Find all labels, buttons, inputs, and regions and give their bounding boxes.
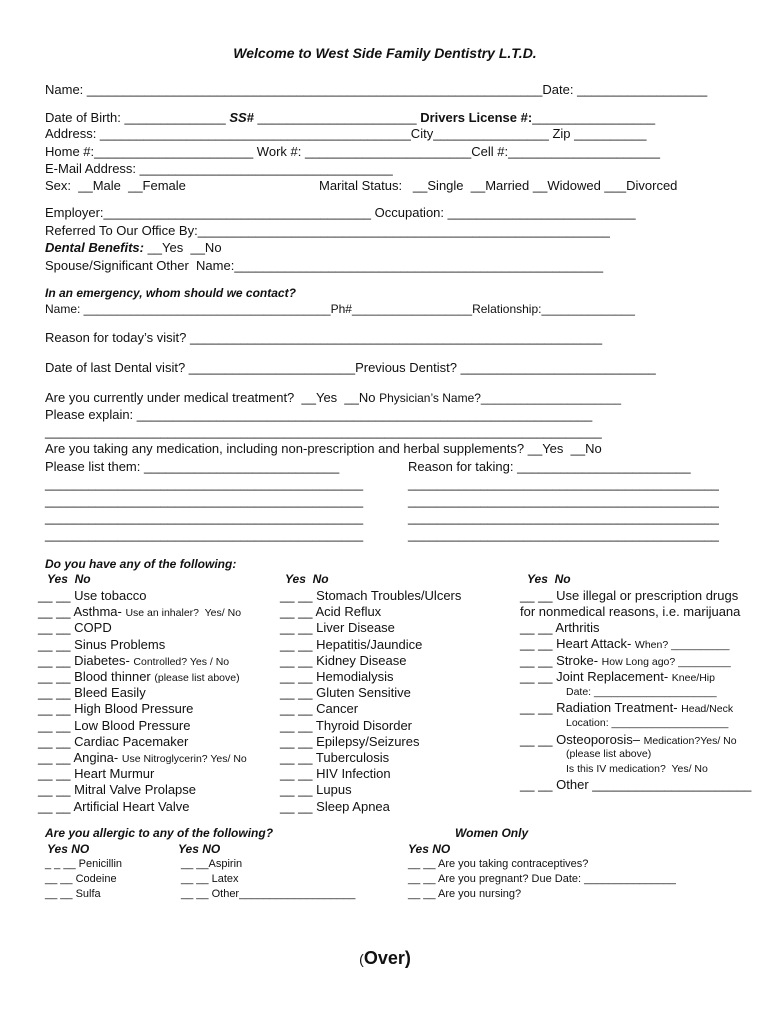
yes-no-blanks[interactable]: __ __ bbox=[38, 636, 75, 652]
drivers-license-label: Drivers License #: bbox=[420, 110, 533, 125]
condition-note[interactable]: (please list above) bbox=[154, 672, 240, 684]
condition-row[interactable] bbox=[280, 669, 393, 684]
medication-list-label[interactable]: Please list them: ___________________________ bbox=[45, 459, 340, 474]
yes-no-blanks[interactable]: __ __ bbox=[38, 620, 75, 636]
allergy-latex[interactable]: __ __ Latex bbox=[181, 873, 239, 885]
form-title: Welcome to West Side Family Dentistry L.T.D. bbox=[233, 45, 537, 61]
women-nursing[interactable]: __ __ Are you nursing? bbox=[408, 888, 522, 900]
condition-note[interactable]: Controlled? Yes / No bbox=[133, 655, 230, 668]
condition-row[interactable] bbox=[280, 750, 389, 765]
condition-row[interactable] bbox=[280, 734, 419, 749]
stroke-note[interactable]: How Long ago? _________ bbox=[601, 656, 731, 668]
condition-label: Thyroid Disorder bbox=[315, 717, 413, 733]
condition-label: Bleed Easily bbox=[74, 685, 146, 701]
employer-line[interactable]: Employer:_____________________________________ Occupation: __________________________ bbox=[45, 205, 636, 220]
address-line[interactable]: Address: ___________________________________________City________________ Zip __________ bbox=[45, 126, 647, 141]
allergy-penicillin[interactable]: _ _ __ Penicillin bbox=[45, 858, 123, 870]
yes-no-blanks[interactable]: __ __ bbox=[280, 798, 317, 814]
condition-label: Asthma- bbox=[73, 604, 126, 620]
yes-no-blanks[interactable]: __ __ bbox=[38, 652, 75, 668]
yes-no-blanks[interactable]: __ __ bbox=[38, 733, 75, 749]
over-paren: ( bbox=[359, 951, 364, 967]
dob-ssn-dl-line[interactable] bbox=[45, 110, 655, 125]
condition-row[interactable] bbox=[38, 685, 146, 700]
condition-label: Sinus Problems bbox=[74, 636, 166, 652]
allergy-codeine[interactable]: __ __ Codeine bbox=[45, 873, 117, 885]
condition-label: Tuberculosis bbox=[315, 750, 390, 765]
yes-no-blanks[interactable]: __ __ bbox=[280, 685, 317, 701]
condition-label: Stomach Troubles/Ulcers bbox=[316, 588, 462, 603]
medication-question[interactable]: Are you taking any medication, including non-prescription and herbal supplements? __Yes __No bbox=[45, 441, 602, 456]
yes-no-blanks[interactable]: __ __ bbox=[38, 685, 75, 701]
condition-row[interactable] bbox=[38, 701, 193, 716]
emergency-heading: In an emergency, whom should we contact? bbox=[45, 286, 296, 300]
email-line[interactable]: E-Mail Address: ___________________________________ bbox=[45, 161, 393, 176]
condition-row[interactable] bbox=[38, 669, 240, 686]
condition-label: Gluten Sensitive bbox=[316, 685, 411, 701]
condition-row[interactable] bbox=[280, 799, 390, 814]
allergy-aspirin[interactable]: __ __Aspirin bbox=[181, 858, 243, 870]
joint-label[interactable]: __ __ Joint Replacement- bbox=[520, 669, 672, 684]
condition-row[interactable] bbox=[280, 588, 461, 603]
condition-label: Hepatitis/Jaundice bbox=[316, 636, 423, 652]
yes-no-header: Yes No bbox=[47, 572, 91, 586]
condition-label: Liver Disease bbox=[316, 620, 395, 636]
condition-note[interactable]: Use Nitroglycerin? Yes/ No bbox=[121, 753, 247, 765]
condition-row[interactable] bbox=[38, 734, 188, 749]
yes-no-blanks[interactable]: __ __ bbox=[38, 766, 75, 782]
spouse-line[interactable]: Spouse/Significant Other Name:___________________________________________________ bbox=[45, 258, 604, 273]
medication-list-line[interactable]: ____________________________________________ bbox=[45, 476, 364, 491]
condition-label: Hemodialysis bbox=[316, 669, 394, 684]
referred-line[interactable]: Referred To Our Office By:_________________________________________________________ bbox=[45, 223, 610, 238]
allergies-heading: Are you allergic to any of the following? bbox=[45, 826, 274, 840]
medication-reason-line[interactable]: ___________________________________________ bbox=[408, 527, 719, 542]
treatment-line[interactable] bbox=[45, 390, 621, 406]
condition-row[interactable] bbox=[280, 620, 395, 635]
condition-heart-attack[interactable] bbox=[520, 636, 730, 653]
osteoporosis-list-note: (please list above) bbox=[566, 748, 652, 760]
women-contraceptives[interactable]: __ __ Are you taking contraceptives? bbox=[408, 858, 589, 870]
condition-stroke[interactable] bbox=[520, 653, 731, 670]
condition-row[interactable] bbox=[38, 653, 229, 670]
physician-field[interactable]: Physician’s Name?_____________________ bbox=[379, 391, 622, 405]
women-heading: Women Only bbox=[455, 826, 529, 840]
condition-label: COPD bbox=[74, 620, 112, 636]
condition-row[interactable] bbox=[280, 782, 352, 797]
drivers-license-field[interactable]: _________________ bbox=[532, 110, 656, 125]
condition-note[interactable]: Use an inhaler? Yes/ No bbox=[125, 607, 242, 620]
condition-label: Lupus bbox=[316, 782, 352, 798]
condition-row[interactable] bbox=[280, 653, 406, 668]
radiation-label[interactable]: __ __ Radiation Treatment- bbox=[520, 700, 682, 715]
condition-label: Kidney Disease bbox=[316, 652, 407, 668]
condition-row[interactable] bbox=[280, 604, 381, 619]
visit-reason-line[interactable]: Reason for today’s visit? _________________________________________________________ bbox=[45, 330, 603, 345]
condition-label: Angina- bbox=[73, 750, 122, 765]
condition-radiation[interactable] bbox=[520, 700, 733, 717]
osteoporosis-iv-question[interactable]: Is this IV medication? Yes/ No bbox=[566, 763, 708, 775]
condition-label: Cancer bbox=[316, 701, 359, 717]
condition-label: Diabetes- bbox=[74, 652, 134, 668]
allergy-sulfa[interactable]: __ __ Sulfa bbox=[45, 888, 101, 900]
condition-row[interactable] bbox=[280, 637, 422, 652]
conditions-heading: Do you have any of the following: bbox=[45, 557, 237, 571]
yes-no-blanks[interactable]: __ __ bbox=[280, 652, 317, 668]
condition-joint-replacement[interactable] bbox=[520, 669, 715, 686]
medication-list-line[interactable]: ____________________________________________ bbox=[45, 493, 364, 508]
yes-no-blanks[interactable]: __ __ bbox=[38, 604, 74, 620]
condition-row[interactable] bbox=[38, 604, 241, 621]
yes-no-blanks[interactable]: __ __ bbox=[38, 782, 75, 798]
condition-label: Epilepsy/Seizures bbox=[316, 733, 420, 749]
condition-illegal-drugs[interactable]: __ __ Use illegal or prescription drugs bbox=[520, 588, 739, 603]
last-visit-line[interactable]: Date of last Dental visit? _______________________Previous Dentist? ___________________________ bbox=[45, 360, 656, 375]
condition-row[interactable] bbox=[38, 766, 154, 781]
over-text: Over) bbox=[363, 948, 411, 968]
condition-row[interactable] bbox=[38, 750, 247, 767]
yes-no-blanks[interactable]: __ __ bbox=[280, 620, 317, 636]
condition-label: Heart Murmur bbox=[74, 766, 155, 782]
radiation-note: Head/Neck bbox=[681, 703, 734, 715]
condition-label: Mitral Valve Prolapse bbox=[74, 782, 197, 798]
yes-no-blanks[interactable]: __ __ bbox=[38, 717, 75, 733]
explain-line-2[interactable]: _____________________________________________________________________________ bbox=[45, 424, 602, 439]
yes-no-blanks[interactable]: __ __ bbox=[38, 701, 75, 717]
medication-list-line[interactable]: ____________________________________________ bbox=[45, 510, 364, 525]
medication-reason-label[interactable]: Reason for taking: ________________________ bbox=[408, 459, 691, 474]
dob-field[interactable]: Date of Birth: ______________ bbox=[45, 110, 230, 125]
medication-reason-line[interactable]: ___________________________________________ bbox=[408, 476, 719, 491]
yes-no-header: Yes No bbox=[285, 572, 329, 586]
yes-no-blanks[interactable]: __ __ bbox=[280, 636, 317, 652]
radiation-location-field[interactable]: Location: ____________________ bbox=[566, 717, 729, 729]
condition-row[interactable] bbox=[280, 685, 411, 700]
condition-arthritis[interactable]: __ __ Arthritis bbox=[520, 620, 600, 635]
yes-no-blanks[interactable]: __ __ bbox=[280, 588, 317, 603]
condition-label: Low Blood Pressure bbox=[74, 717, 191, 733]
yes-no-blanks[interactable]: __ __ bbox=[280, 733, 317, 749]
sex-line[interactable]: Sex: __Male __Female bbox=[45, 178, 186, 193]
condition-row[interactable] bbox=[280, 718, 412, 733]
condition-label: Sleep Apnea bbox=[316, 798, 390, 814]
women-pregnant[interactable]: __ __ Are you pregnant? Due Date: _______________ bbox=[408, 873, 676, 885]
yes-no-blanks[interactable]: __ __ bbox=[38, 798, 74, 814]
stroke-label[interactable]: __ __ Stroke- bbox=[520, 653, 602, 668]
yes-no-blanks[interactable]: __ __ bbox=[38, 588, 75, 603]
condition-row[interactable] bbox=[38, 637, 165, 652]
condition-label: Acid Reflux bbox=[315, 604, 382, 620]
joint-date-field[interactable]: Date: _____________________ bbox=[566, 686, 717, 698]
condition-label: Use tobacco bbox=[74, 588, 147, 603]
yes-no-blanks[interactable]: __ __ bbox=[280, 750, 316, 765]
allergy-other[interactable]: __ __ Other___________________ bbox=[181, 888, 356, 900]
condition-row[interactable] bbox=[280, 701, 358, 716]
heart-attack-label[interactable]: __ __ Heart Attack- bbox=[520, 636, 635, 651]
allergies-yes-no: Yes NO bbox=[178, 842, 221, 856]
condition-label: High Blood Pressure bbox=[74, 701, 194, 717]
osteoporosis-note[interactable]: Medication?Yes/ No bbox=[643, 735, 737, 747]
dental-benefits-line[interactable] bbox=[45, 240, 222, 255]
medication-reason-line[interactable]: ___________________________________________ bbox=[408, 493, 719, 508]
yes-no-blanks[interactable]: __ __ bbox=[280, 701, 317, 717]
ssn-field[interactable]: ______________________ bbox=[253, 110, 421, 125]
phones-line[interactable]: Home #:______________________ Work #: _______________________Cell #:_____________________ bbox=[45, 144, 660, 159]
name-date-line[interactable]: Name: _______________________________________________________________Date: __________________ bbox=[45, 82, 708, 97]
explain-line[interactable]: Please explain: _______________________________________________________________ bbox=[45, 407, 593, 422]
condition-label: Blood thinner bbox=[74, 669, 155, 684]
condition-row[interactable] bbox=[38, 782, 196, 797]
emergency-contact-line[interactable]: Name: _____________________________________Ph#__________________Relationship:______________ bbox=[45, 302, 635, 316]
ssn-label: SS# bbox=[229, 110, 254, 125]
medication-list-line[interactable]: ____________________________________________ bbox=[45, 527, 364, 542]
yes-no-blanks[interactable]: __ __ bbox=[38, 750, 74, 765]
marital-line[interactable]: Marital Status: __Single __Married __Widowed ___Divorced bbox=[319, 178, 678, 193]
yes-no-blanks[interactable]: __ __ bbox=[280, 782, 317, 798]
osteoporosis-label[interactable]: __ __ Osteoporosis– bbox=[520, 732, 644, 747]
yes-no-blanks[interactable]: __ __ bbox=[280, 766, 317, 782]
condition-other[interactable]: __ __ Other ______________________ bbox=[520, 777, 752, 792]
condition-row[interactable] bbox=[38, 799, 190, 814]
condition-row[interactable] bbox=[280, 766, 391, 781]
yes-no-blanks[interactable]: __ __ bbox=[280, 604, 316, 620]
condition-label: Artificial Heart Valve bbox=[73, 798, 190, 814]
condition-row[interactable] bbox=[38, 718, 191, 733]
dental-benefits-options[interactable]: __Yes __No bbox=[143, 240, 222, 255]
allergies-yes-no: Yes NO bbox=[47, 842, 90, 856]
heart-attack-note[interactable]: When? __________ bbox=[634, 639, 730, 651]
condition-label: Cardiac Pacemaker bbox=[74, 733, 189, 749]
women-yes-no: Yes NO bbox=[408, 842, 451, 856]
yes-no-blanks[interactable]: __ __ bbox=[280, 717, 316, 733]
yes-no-header: Yes No bbox=[527, 572, 571, 586]
dental-benefits-label: Dental Benefits: bbox=[45, 240, 144, 255]
condition-label: HIV Infection bbox=[316, 766, 391, 782]
medication-reason-line[interactable]: ___________________________________________ bbox=[408, 510, 719, 525]
treatment-question[interactable]: Are you currently under medical treatment? __Yes __No bbox=[45, 390, 380, 405]
yes-no-blanks[interactable]: __ __ bbox=[38, 669, 75, 684]
yes-no-blanks[interactable]: __ __ bbox=[280, 669, 317, 684]
condition-row[interactable] bbox=[38, 620, 112, 635]
joint-note: Knee/Hip bbox=[671, 672, 715, 684]
condition-row[interactable] bbox=[38, 588, 146, 603]
condition-illegal-drugs-2: for nonmedical reasons, i.e. marijuana bbox=[520, 604, 741, 619]
over-footer bbox=[0, 948, 770, 969]
